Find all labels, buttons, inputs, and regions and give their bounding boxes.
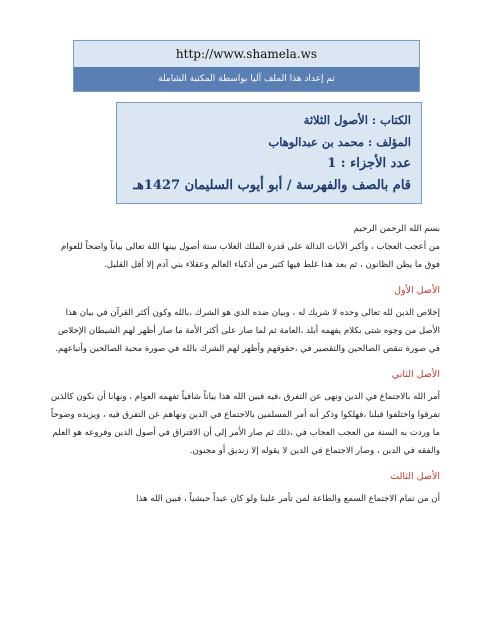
site-url[interactable]: http://www.shamela.ws (74, 41, 419, 67)
book-author: المؤلف : محمد بن عبدالوهاب (268, 135, 411, 149)
heading-first-principle: الأصل الأول (394, 285, 440, 296)
book-prepared-by: قام بالصف والفهرسة / أبو أيوب السليمان 1427هـ (133, 178, 411, 193)
header-box (73, 40, 420, 92)
book-info-box (116, 102, 422, 204)
heading-second-principle: الأصل الثاني (391, 369, 440, 380)
intro-paragraph: من أعجب العجاب ، وأكبر الآيات الدالة على قدرة الملك الغلاب ستة أصول بينها الله تعالى بياناً واضحاً للعوام فوق ما يظن الظانون ، ثم بعد هذا غلط فيها كثير من أذكياء العالم وعقلاء بني آدم إلا أقل القليل. (60, 242, 440, 270)
paragraph-second-principle: أمر الله بالاجتماع في الدين ونهى عن التفرق ،فيه فبين الله هذا بياناً شافياً تفهمه العوام ، ونهانا أن نكون كالذين تفرقوا واختلفوا قبلنا ،فهلكوا وذكر أنه أمر المسلمين بالاجتماع في الدين ونهاهم عن التفرق فيه ، ويزيده وضوحاً ما وردت به السنة من العجب العجاب في ،ذلك ثم صار الأمر إلى أن الافتراق في أصول الدين وفروعه هو العلم والفقه في الدين ، وصار الاجتماع في الدين لا يقوله إلا زنديق أو مجنون. (50, 392, 440, 456)
header-subtitle: تم إعداد هذا الملف آليا بواسطة المكتبة الشاملة (74, 67, 419, 91)
book-parts: عدد الأجزاء : 1 (327, 156, 411, 171)
document-body (46, 220, 440, 516)
basmala: بسم الله الرحمن الرحيم (353, 224, 440, 234)
paragraph-first-principle: إخلاص الدين لله تعالى وحده لا شريك له ، وبيان ضده الذي هو الشرك ،بالله وكون أكثر القرآن في بيان هذا الأصل من وجوه شتى بكلام يفهمه أبلد ،العامة ثم لما صار على أكثر الأمة ما صار أظهر لهم الشيطان الإخلاص في صورة تنقص الصالحين والتقصير في ،حقوقهم وأظهر لهم الشرك بالله في صورة محبة الصالحين وأتباعهم. (55, 308, 440, 354)
book-info-inner (123, 109, 415, 197)
paragraph-third-principle: أن من تمام الاجتماع السمع والطاعة لمن تأمر علينا ولو كان عبداً حبشياً ، فبين الله هذا (136, 494, 440, 504)
book-title: الكتاب : الأصول الثلاثة (303, 113, 411, 127)
heading-third-principle: الأصل الثالث (390, 471, 440, 482)
